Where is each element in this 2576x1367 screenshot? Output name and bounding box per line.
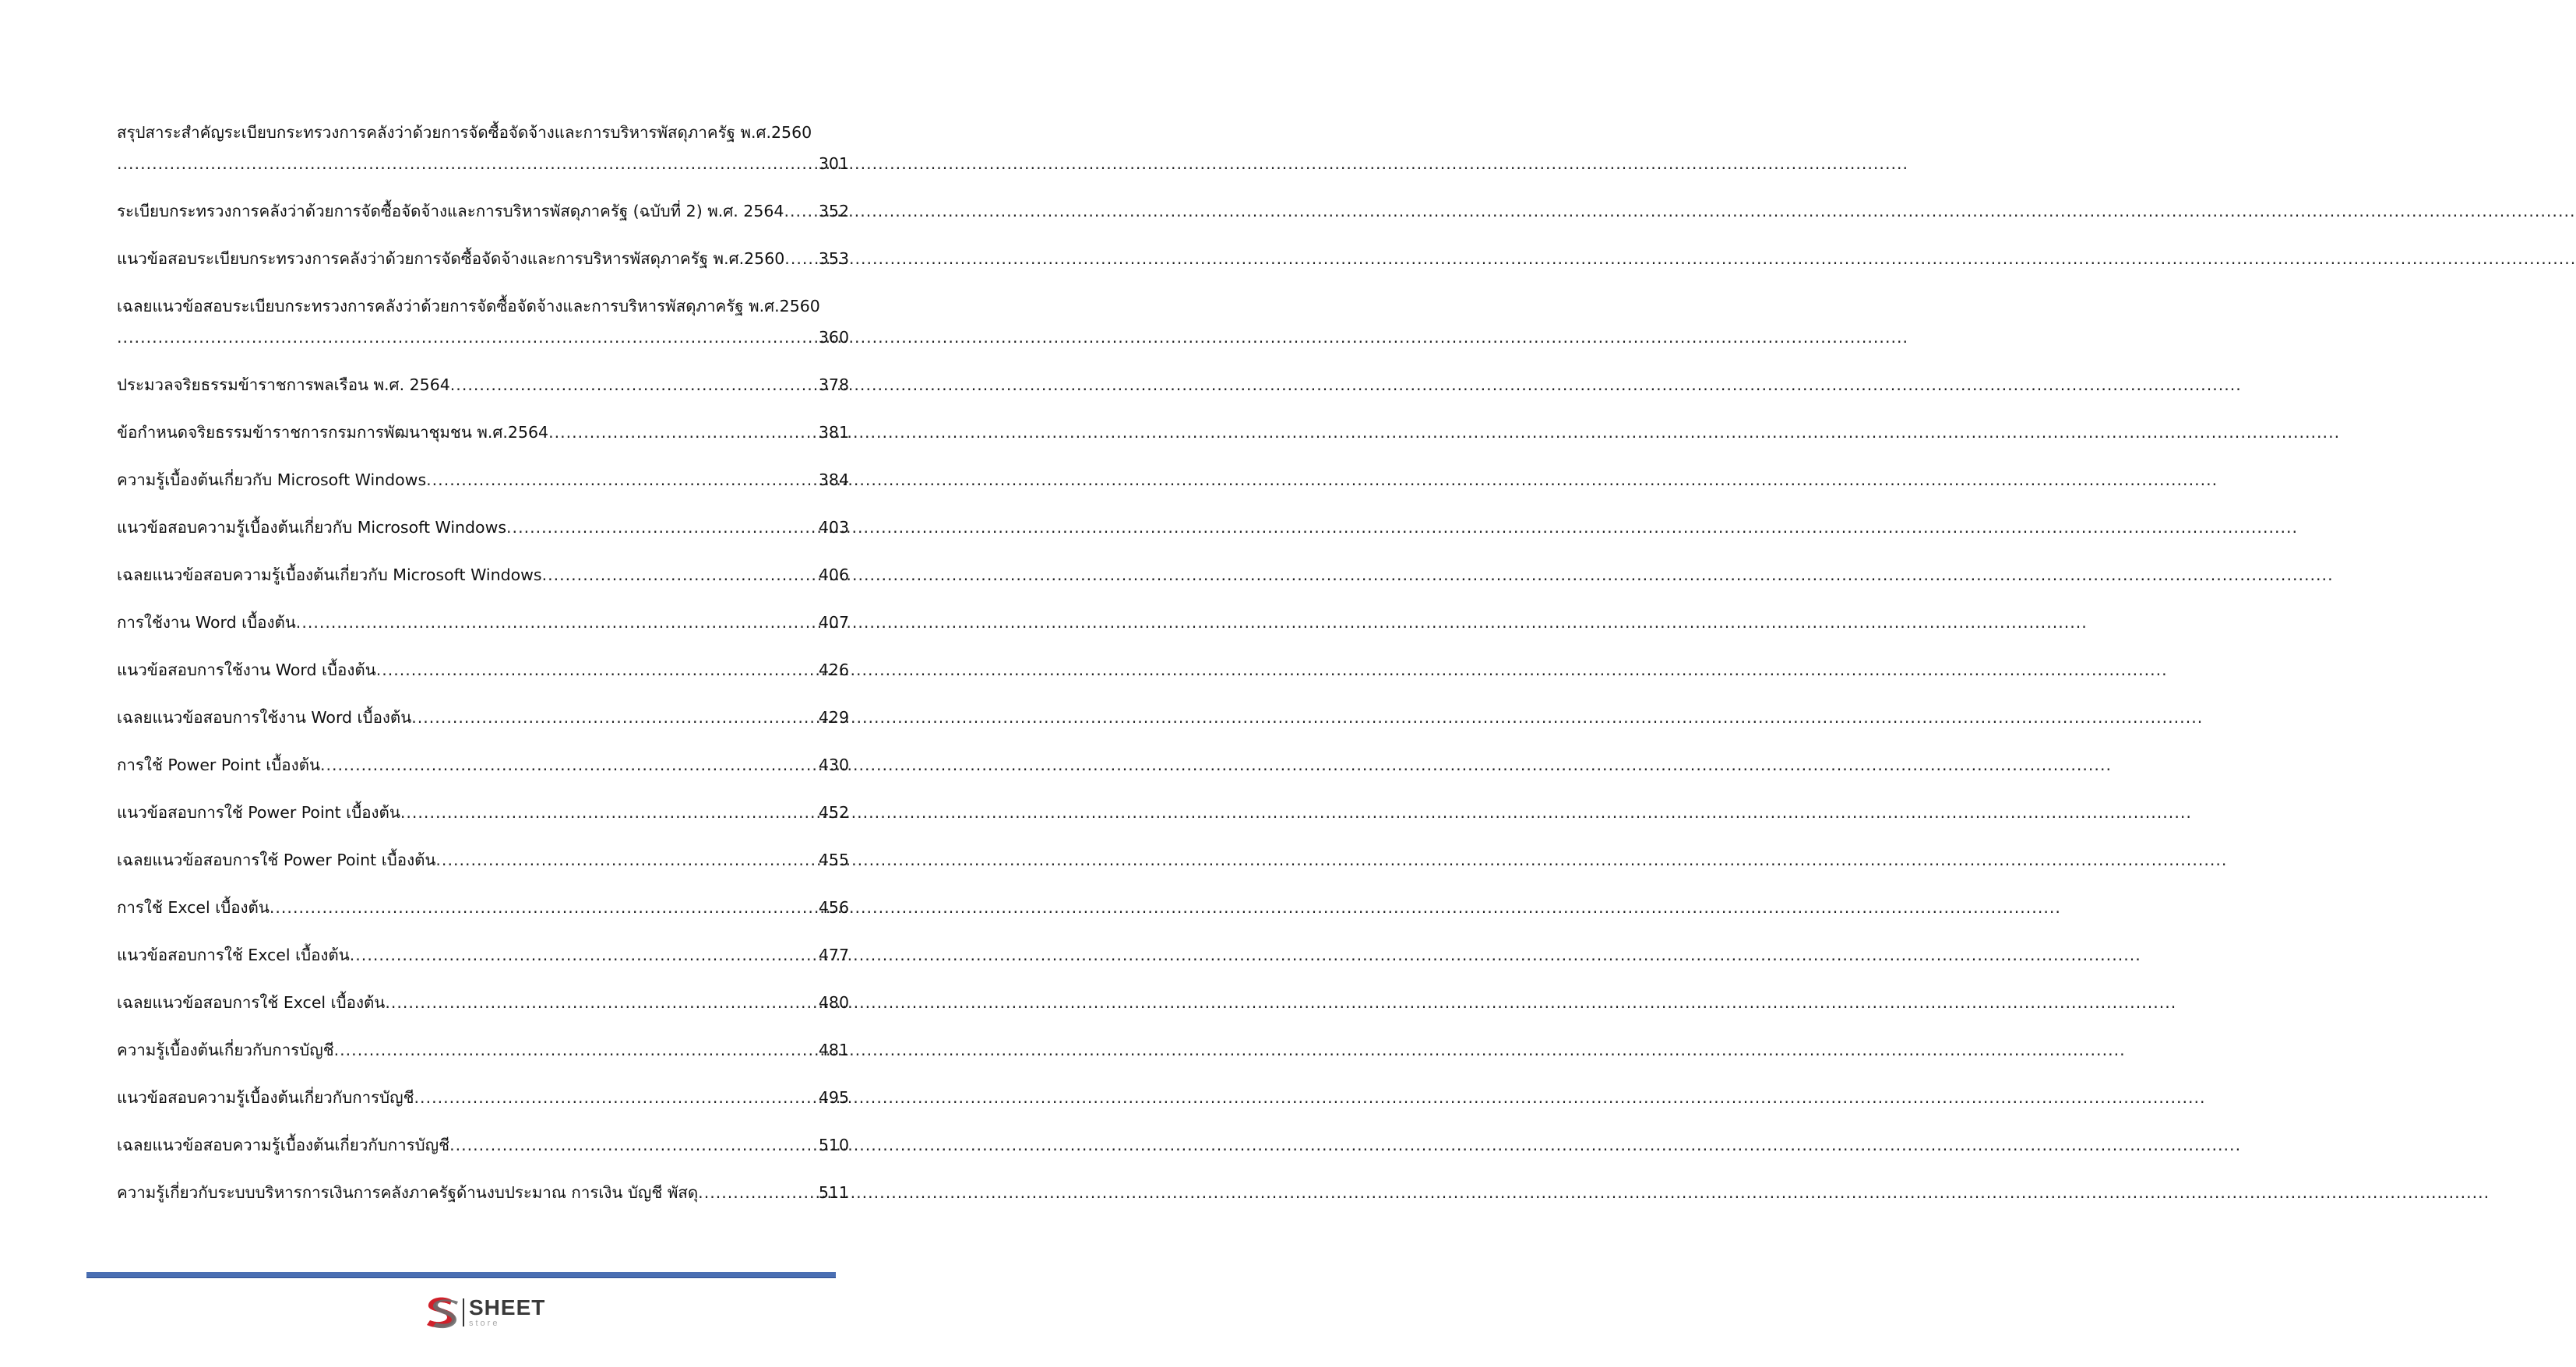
- toc-entry-page: 510: [818, 1136, 849, 1154]
- dot-leader: [411, 702, 814, 733]
- toc-entry[interactable]: [117, 196, 849, 227]
- dot-leader: [385, 987, 814, 1018]
- toc-entry[interactable]: [117, 559, 849, 590]
- toc-entry[interactable]: [117, 369, 849, 400]
- toc-entry[interactable]: [117, 702, 849, 733]
- dot-leader: [117, 322, 814, 353]
- toc-entry-page: 381: [818, 423, 849, 442]
- toc-entry-page: 495: [818, 1088, 849, 1107]
- toc-entry[interactable]: [117, 1177, 849, 1208]
- dot-leader: [400, 797, 814, 828]
- toc-entry-title: สรุปสาระสำคัญระเบียบกระทรวงการคลังว่าด้วยการจัดซื้อจัดจ้างและการบริหารพัสดุภาครัฐ พ.ศ.2560: [117, 123, 812, 142]
- dot-leader: [784, 196, 813, 227]
- sheet-store-s-icon: [421, 1294, 461, 1331]
- dot-leader: [334, 1034, 814, 1066]
- dot-leader: [542, 559, 814, 590]
- dot-leader: [376, 654, 814, 685]
- toc-entry-title: แนวข้อสอบการใช้ Excel เบื้องต้น: [117, 946, 350, 964]
- toc-entry[interactable]: [117, 117, 849, 179]
- toc-entry-page: 384: [818, 470, 849, 489]
- dot-leader: [450, 369, 814, 400]
- toc-entry-title: เฉลยแนวข้อสอบความรู้เบื้องต้นเกี่ยวกับการบัญชี: [117, 1136, 450, 1154]
- toc-entry-page: 360: [818, 328, 849, 347]
- toc-entry[interactable]: [117, 417, 849, 448]
- toc-entry-title: การใช้ Excel เบื้องต้น: [117, 898, 270, 917]
- toc-entry[interactable]: [117, 1034, 849, 1066]
- toc-entry-title: เฉลยแนวข้อสอบการใช้ Excel เบื้องต้น: [117, 993, 386, 1012]
- toc-entry-title: ความรู้เบื้องต้นเกี่ยวกับ Microsoft Windows: [117, 470, 427, 489]
- toc-entry[interactable]: [117, 1129, 849, 1161]
- toc-entry-page: 452: [818, 803, 849, 822]
- toc-entry-title: เฉลยแนวข้อสอบความรู้เบื้องต้นเกี่ยวกับ Microsoft Windows: [117, 565, 542, 584]
- toc-entry-title: แนวข้อสอบการใช้งาน Word เบื้องต้น: [117, 661, 376, 679]
- toc-entry-title: แนวข้อสอบระเบียบกระทรวงการคลังว่าด้วยการจัดซื้อจัดจ้างและการบริหารพัสดุภาครัฐ พ.ศ.2560: [117, 249, 785, 268]
- toc-entry-page: 456: [818, 898, 849, 917]
- dot-leader: [435, 844, 813, 876]
- logo-text: [469, 1297, 545, 1328]
- toc-entry-page: 352: [818, 202, 849, 220]
- toc-entry-page: 301: [818, 154, 849, 173]
- toc-entry-page: 407: [818, 613, 849, 632]
- toc-entry-title: การใช้งาน Word เบื้องต้น: [117, 613, 296, 632]
- table-of-contents: [117, 117, 849, 1224]
- toc-entry-title: แนวข้อสอบความรู้เบื้องต้นเกี่ยวกับการบัญชี: [117, 1088, 414, 1107]
- toc-entry-title: เฉลยแนวข้อสอบระเบียบกระทรวงการคลังว่าด้วยการจัดซื้อจัดจ้างและการบริหารพัสดุภาครัฐ พ.ศ.2560: [117, 297, 820, 315]
- logo-divider: [463, 1298, 464, 1326]
- toc-entry-title: การใช้ Power Point เบื้องต้น: [117, 756, 320, 774]
- toc-entry-title: ความรู้เบื้องต้นเกี่ยวกับการบัญชี: [117, 1041, 334, 1059]
- toc-entry-title: แนวข้อสอบการใช้ Power Point เบื้องต้น: [117, 803, 400, 822]
- toc-entry[interactable]: [117, 654, 849, 685]
- toc-entry-page: 378: [818, 375, 849, 394]
- dot-leader: [117, 148, 814, 179]
- sheet-store-logo: [421, 1293, 561, 1332]
- dot-leader: [784, 243, 814, 274]
- toc-entry-page: 480: [818, 993, 849, 1012]
- toc-entry[interactable]: [117, 291, 849, 353]
- dot-leader: [548, 417, 814, 448]
- toc-entry-page: 406: [818, 565, 849, 584]
- dot-leader: [449, 1129, 814, 1161]
- toc-entry[interactable]: [117, 844, 849, 876]
- footer-divider: [86, 1272, 836, 1278]
- toc-entry-page: 430: [818, 756, 849, 774]
- toc-entry[interactable]: [117, 797, 849, 828]
- toc-entry-title: เฉลยแนวข้อสอบการใช้ Power Point เบื้องต้น: [117, 851, 436, 869]
- toc-entry[interactable]: [117, 1082, 849, 1113]
- dot-leader: [270, 892, 814, 923]
- toc-entry-title: ความรู้เกี่ยวกับระบบบริหารการเงินการคลังภาครัฐด้านงบประมาณ การเงิน บัญชี พัสดุ: [117, 1183, 699, 1202]
- toc-entry[interactable]: [117, 939, 849, 971]
- toc-entry-page: 511: [818, 1183, 849, 1202]
- logo-subtitle: store: [469, 1319, 500, 1328]
- toc-entry[interactable]: [117, 512, 849, 543]
- toc-entry[interactable]: [117, 464, 849, 495]
- toc-entry-title: ข้อกำหนดจริยธรรมข้าราชการกรมการพัฒนาชุมชน พ.ศ.2564: [117, 423, 549, 442]
- logo-word: SHEET: [469, 1295, 546, 1319]
- toc-entry[interactable]: [117, 987, 849, 1018]
- toc-entry[interactable]: [117, 892, 849, 923]
- dot-leader: [320, 749, 814, 780]
- dot-leader: [350, 939, 814, 971]
- toc-entry[interactable]: [117, 243, 849, 274]
- toc-entry-page: 429: [818, 708, 849, 727]
- toc-entry[interactable]: [117, 749, 849, 780]
- toc-entry-page: 481: [818, 1041, 849, 1059]
- dot-leader: [426, 464, 814, 495]
- dot-leader: [414, 1082, 814, 1113]
- toc-entry-page: 403: [818, 518, 849, 537]
- dot-leader: [296, 607, 814, 638]
- toc-entry[interactable]: [117, 607, 849, 638]
- toc-entry-page: 477: [818, 946, 849, 964]
- toc-entry-title: แนวข้อสอบความรู้เบื้องต้นเกี่ยวกับ Microsoft Windows: [117, 518, 507, 537]
- toc-entry-page: 455: [818, 851, 849, 869]
- dot-leader: [506, 512, 814, 543]
- toc-entry-page: 353: [818, 249, 849, 268]
- toc-entry-title: เฉลยแนวข้อสอบการใช้งาน Word เบื้องต้น: [117, 708, 412, 727]
- toc-entry-title: ประมวลจริยธรรมข้าราชการพลเรือน พ.ศ. 2564: [117, 375, 450, 394]
- toc-entry-page: 426: [818, 661, 849, 679]
- dot-leader: [698, 1177, 814, 1208]
- toc-entry-title: ระเบียบกระทรวงการคลังว่าด้วยการจัดซื้อจัดจ้างและการบริหารพัสดุภาครัฐ (ฉบับที่ 2) พ.ศ. 2564: [117, 202, 784, 220]
